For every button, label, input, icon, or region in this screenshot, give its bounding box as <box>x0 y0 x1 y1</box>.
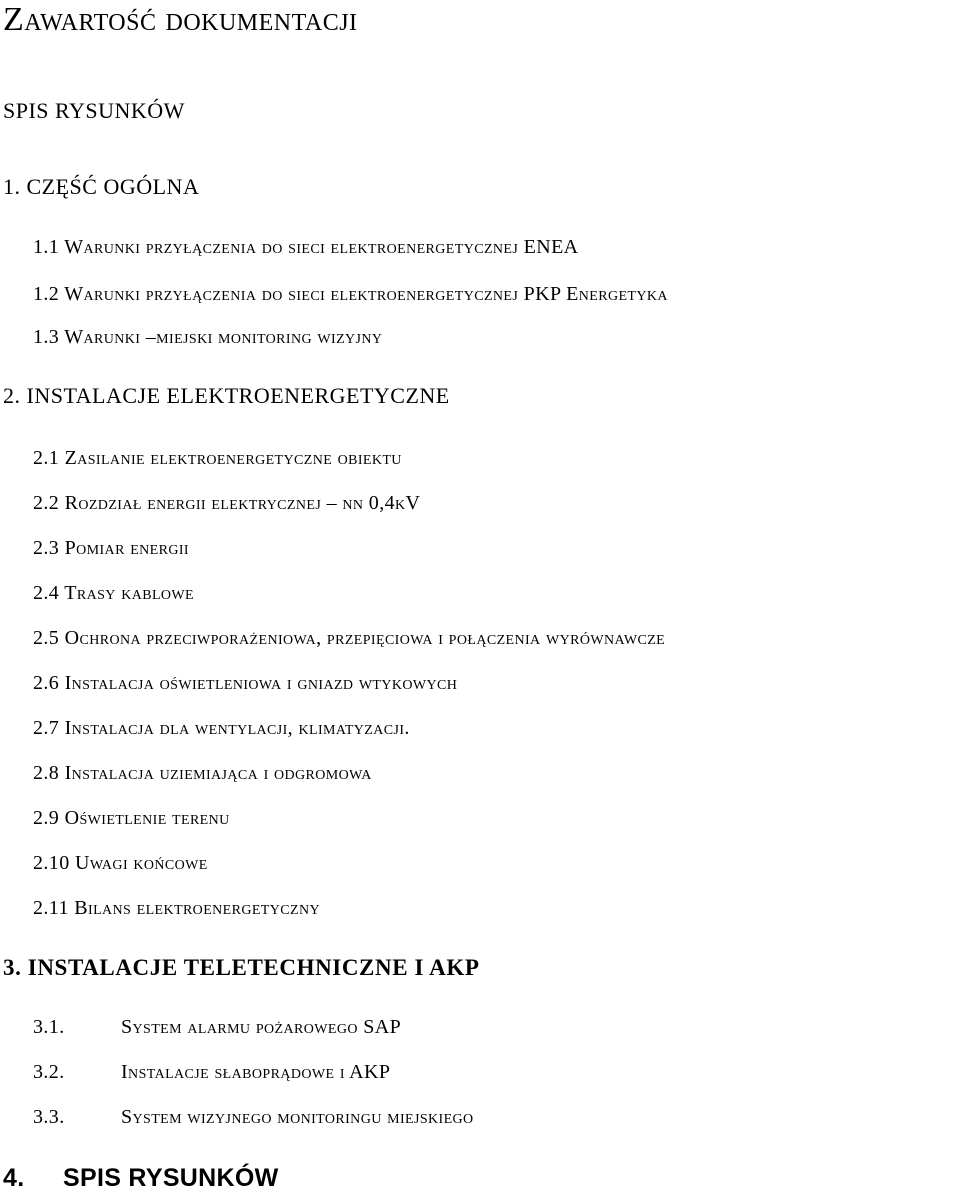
toc-item-number: 2.8 <box>33 762 60 784</box>
toc-item-text: Instalacja dla wentylacji, klimatyzacji. <box>64 717 410 739</box>
toc-item-text: Pomiar energii <box>64 537 189 559</box>
toc-item-text: System wizyjnego monitoringu miejskiego <box>121 1106 474 1128</box>
toc-item-text: Warunki –miejski monitoring wizyjny <box>64 326 383 348</box>
document-title: Zawartość dokumentacji <box>3 1 358 38</box>
toc-item-text: Instalacja uziemiająca i odgromowa <box>64 762 372 784</box>
toc-item-text: System alarmu pożarowego SAP <box>121 1016 402 1038</box>
section-4-heading <box>3 1163 279 1193</box>
toc-item-text: Uwagi końcowe <box>75 852 208 874</box>
toc-item-2-1 <box>33 445 402 471</box>
toc-item-text: Bilans elektroenergetyczny <box>74 897 320 919</box>
toc-item-2-7 <box>33 715 410 741</box>
toc-item-1-2 <box>33 281 668 307</box>
toc-item-number: 1.1 <box>33 236 60 258</box>
toc-item-1-3 <box>33 324 382 350</box>
section-title: SPIS RYSUNKÓW <box>63 1164 279 1192</box>
toc-item-2-10 <box>33 850 208 876</box>
toc-item-number: 2.7 <box>33 717 60 739</box>
toc-item-number: 2.11 <box>33 897 69 919</box>
toc-item-number: 1.2 <box>33 283 60 305</box>
toc-item-2-2 <box>33 490 420 516</box>
toc-item-2-8 <box>33 760 372 786</box>
toc-item-2-11 <box>33 895 320 921</box>
toc-item-number: 2.3 <box>33 537 60 559</box>
section-number: 4. <box>3 1164 25 1192</box>
toc-item-number: 2.10 <box>33 852 70 874</box>
toc-item-3-1 <box>33 1014 401 1040</box>
section-1-heading: 1. CZĘŚĆ OGÓLNA <box>3 174 200 199</box>
toc-item-number: 2.9 <box>33 807 60 829</box>
toc-item-text: Rozdział energii elektrycznej – nn 0,4kV <box>64 492 421 514</box>
toc-item-number: 2.5 <box>33 627 60 649</box>
toc-item-3-3 <box>33 1104 474 1130</box>
toc-item-number: 2.6 <box>33 672 60 694</box>
toc-item-text: Oświetlenie terenu <box>64 807 230 829</box>
section-2-heading: 2. INSTALACJE ELEKTROENERGETYCZNE <box>3 383 450 408</box>
toc-item-text: Zasilanie elektroenergetyczne obiektu <box>64 447 402 469</box>
toc-item-text: Trasy kablowe <box>64 582 194 604</box>
section-3-heading: 3. INSTALACJE TELETECHNICZNE I AKP <box>3 955 480 980</box>
toc-item-text: Warunki przyłączenia do sieci elektroenergetycznej ENEA <box>64 236 579 258</box>
toc-item-2-4 <box>33 580 194 606</box>
toc-item-number: 1.3 <box>33 326 60 348</box>
toc-item-text: Instalacje słaboprądowe i AKP <box>121 1061 391 1083</box>
toc-item-3-2 <box>33 1059 390 1085</box>
toc-item-number: 3.2. <box>33 1061 65 1083</box>
toc-item-text: Instalacja oświetleniowa i gniazd wtykowych <box>64 672 458 694</box>
toc-item-number: 3.3. <box>33 1106 65 1128</box>
toc-item-text: Warunki przyłączenia do sieci elektroenergetycznej PKP Energetyka <box>64 283 668 305</box>
toc-item-2-6 <box>33 670 457 696</box>
toc-item-2-9 <box>33 805 230 831</box>
toc-item-text: Ochrona przeciwporażeniowa, przepięciowa i połączenia wyrównawcze <box>64 627 666 649</box>
toc-item-1-1 <box>33 234 579 260</box>
toc-heading-spis-rysunkow: SPIS RYSUNKÓW <box>3 98 185 123</box>
toc-item-2-3 <box>33 535 189 561</box>
toc-item-number: 2.1 <box>33 447 60 469</box>
toc-item-number: 2.4 <box>33 582 60 604</box>
toc-item-number: 2.2 <box>33 492 60 514</box>
toc-item-2-5 <box>33 625 665 651</box>
toc-item-number: 3.1. <box>33 1016 65 1038</box>
